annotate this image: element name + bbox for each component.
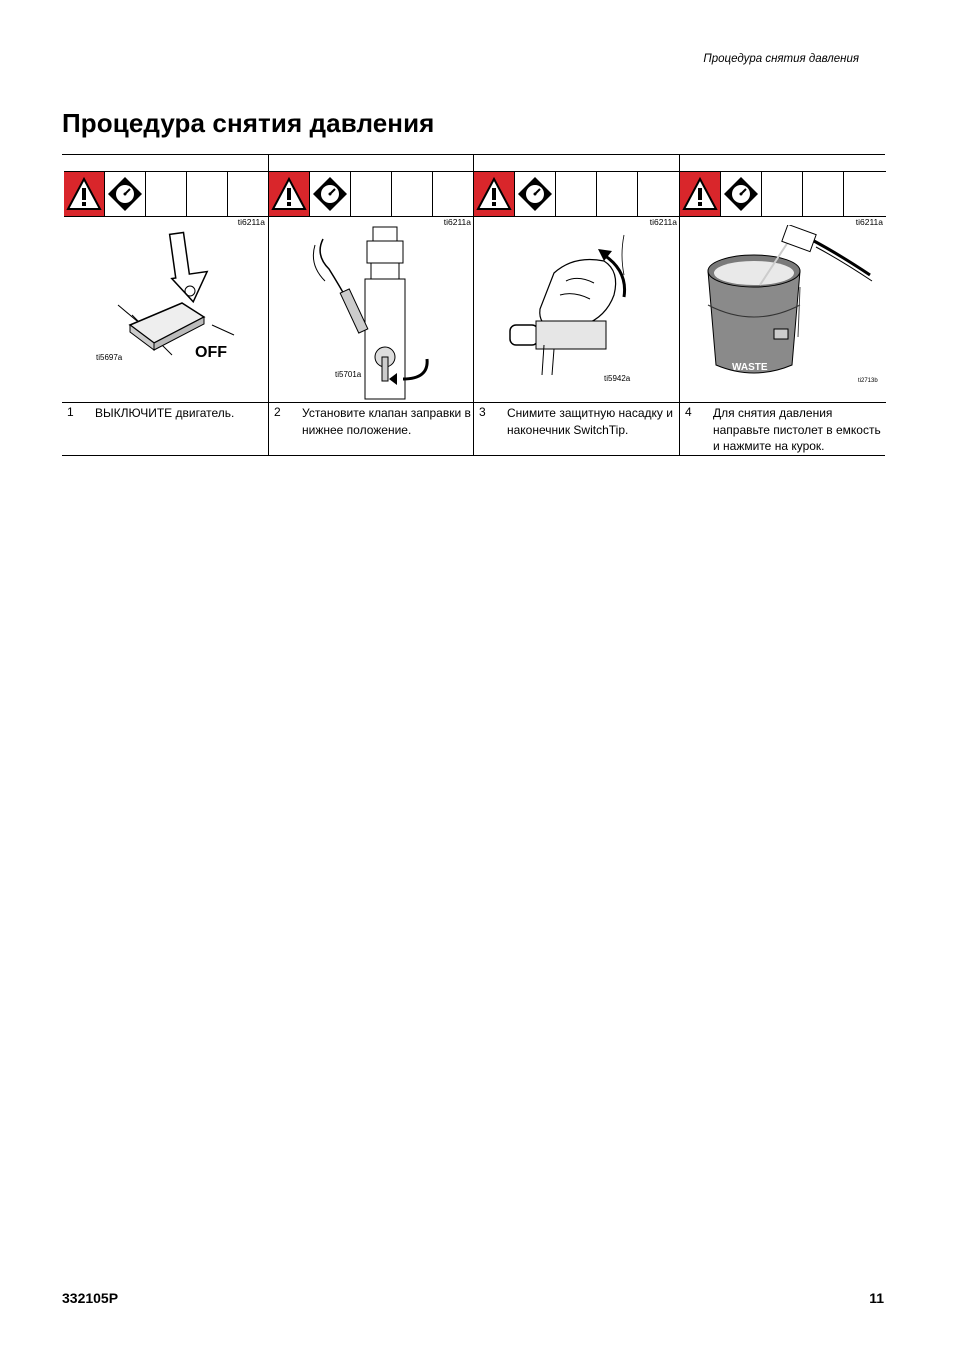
empty-icon-cell — [597, 172, 638, 216]
empty-icon-cell — [433, 172, 474, 216]
step-row — [62, 402, 268, 455]
figure-code: ti5697a — [96, 353, 123, 362]
step-row — [680, 402, 886, 455]
empty-icon-cell — [762, 172, 803, 216]
empty-icon-cell — [392, 172, 433, 216]
page-title: Процедура снятия давления — [62, 108, 435, 138]
step-text: ВЫКЛЮЧИТЕ двигатель. — [95, 406, 235, 420]
waste-label: WASTE — [732, 362, 768, 373]
step-number: 3 — [479, 405, 486, 419]
reference-code: ti6211a — [443, 217, 471, 227]
empty-icon-cell — [228, 172, 268, 216]
step-column-4 — [679, 155, 886, 455]
step-number: 4 — [685, 405, 692, 419]
step-text: Для снятия давления направьте пистолет в емкость и нажмите на курок. — [713, 406, 881, 453]
pressure-gauge-icon — [515, 172, 556, 216]
empty-icon-cell — [146, 172, 187, 216]
warning-triangle-icon — [474, 172, 515, 216]
hazard-icons-row — [269, 171, 474, 217]
warning-triangle-icon — [680, 172, 721, 216]
off-label: OFF — [195, 344, 227, 361]
hazard-icons-row — [474, 171, 680, 217]
step-row — [269, 402, 474, 455]
step-text: Установите клапан заправки в нижнее положение. — [302, 406, 471, 437]
step-row — [474, 402, 680, 455]
pressure-gauge-icon — [105, 172, 146, 216]
figure-prime-valve — [269, 225, 474, 403]
empty-icon-cell — [844, 172, 886, 216]
reference-code: ti6211a — [237, 217, 265, 227]
warning-triangle-icon — [64, 172, 105, 216]
figure-code: ti5701a — [335, 370, 362, 379]
step-column-2 — [268, 155, 474, 455]
empty-icon-cell — [351, 172, 392, 216]
step-column-1 — [62, 155, 268, 455]
hazard-icons-row — [680, 171, 886, 217]
figure-remove-tip — [474, 225, 679, 403]
step-number: 2 — [274, 405, 281, 419]
reference-code: ti6211a — [855, 217, 883, 227]
reference-code: ti6211a — [649, 217, 677, 227]
pressure-gauge-icon — [310, 172, 351, 216]
running-header: Процедура снятия давления — [703, 53, 859, 65]
figure-waste-bucket — [680, 225, 885, 403]
page-number: 11 — [869, 1290, 884, 1306]
empty-icon-cell — [187, 172, 228, 216]
warning-triangle-icon — [269, 172, 310, 216]
step-text: Снимите защитную насадку и наконечник SwitchTip. — [507, 406, 673, 437]
procedure-steps-table — [62, 154, 885, 456]
document-number: 332105P — [62, 1290, 119, 1306]
empty-icon-cell — [638, 172, 680, 216]
empty-icon-cell — [556, 172, 597, 216]
step-column-3 — [473, 155, 680, 455]
hazard-icons-row — [64, 171, 268, 217]
step-number: 1 — [67, 405, 74, 419]
figure-code: ti2713b — [858, 378, 878, 384]
empty-icon-cell — [803, 172, 844, 216]
figure-code: ti5942a — [604, 374, 631, 383]
figure-off-switch — [62, 225, 267, 403]
pressure-gauge-icon — [721, 172, 762, 216]
